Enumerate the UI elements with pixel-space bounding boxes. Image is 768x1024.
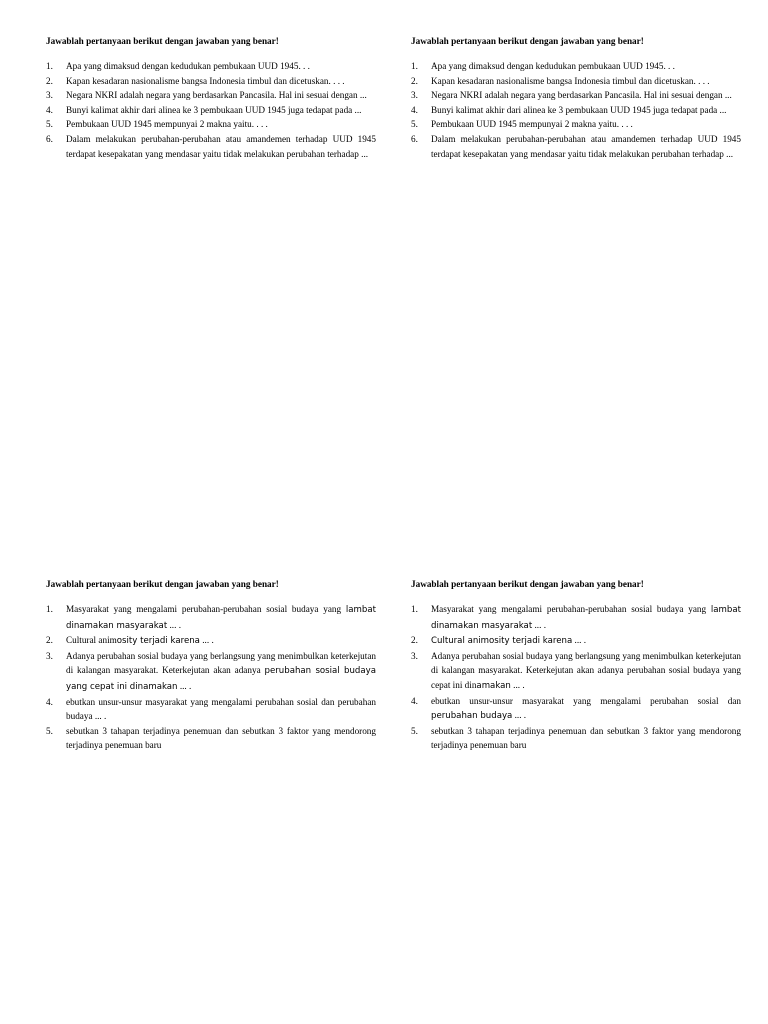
- handwritten-style-segment: lambat dinamakan masyarakat: [431, 605, 741, 631]
- question-text-segment: ... .: [532, 619, 546, 630]
- question-item: [46, 103, 376, 118]
- question-number: 4.: [411, 104, 418, 115]
- question-number: 1.: [46, 61, 53, 71]
- question-number: 2.: [411, 635, 418, 646]
- question-item: [46, 74, 376, 89]
- question-text: [431, 604, 741, 630]
- question-number: 4.: [411, 695, 418, 706]
- question-number: 3.: [46, 650, 53, 661]
- question-item: [46, 59, 376, 74]
- question-text: [66, 651, 376, 691]
- question-text: [66, 134, 376, 159]
- question-text-segment: Dalam melakukan perubahan-perubahan atau amandemen terhadap UUD 1945 terdapat kesepakatan yang mendasar yaitu tidak melakukan perubahan terhadap ...: [66, 133, 376, 159]
- question-number: 2.: [46, 635, 53, 646]
- block-title: Jawablah pertanyaan berikut dengan jawaban yang benar!: [411, 36, 644, 46]
- question-block-bottom-left: [46, 578, 376, 753]
- question-text: [431, 726, 741, 751]
- question-text-segment: Masyarakat yang mengalami perubahan-perubahan sosial budaya yang: [66, 604, 346, 614]
- question-item: [411, 724, 741, 753]
- question-text: [431, 635, 586, 645]
- question-number: 3.: [411, 90, 418, 101]
- question-number: 1.: [411, 61, 418, 71]
- question-text-segment: ebutkan unsur-unsur masyarakat yang mengalami perubahan sosial dan perubahan budaya ... .: [66, 696, 376, 722]
- question-text: [431, 134, 741, 159]
- question-list: [46, 59, 376, 161]
- question-text-segment: ... .: [177, 680, 192, 691]
- question-text-segment: ebutkan unsur-unsur masyarakat yang mengalami perubahan sosial dan: [431, 695, 741, 706]
- question-item: [46, 695, 376, 724]
- question-text-segment: Bunyi kalimat akhir dari alinea ke 3 pembukaan UUD 1945 juga tedapat pada ...: [66, 104, 362, 115]
- question-text: [66, 726, 376, 751]
- question-text: [431, 119, 633, 129]
- question-text: [431, 651, 741, 690]
- question-number: 3.: [411, 650, 418, 661]
- question-item: [411, 117, 741, 132]
- question-number: 4.: [46, 696, 53, 707]
- question-item: [411, 602, 741, 633]
- question-text-segment: Adanya perubahan sosial budaya yang berlangsung yang menimbulkan keterkejutan di kalangan masyarakat. Keterkejutan akan adanya: [66, 650, 376, 676]
- question-text-segment: Apa yang dimaksud dengan kedudukan pembukaan UUD 1945. . .: [66, 61, 310, 71]
- question-text-segment: Apa yang dimaksud dengan kedudukan pembukaan UUD 1945. . .: [431, 61, 675, 71]
- handwritten-style-segment: amakan: [476, 680, 511, 691]
- question-text-segment: Kapan kesadaran nasionalisme bangsa Indonesia timbul dan dicetuskan. . . .: [431, 75, 710, 86]
- question-number: 2.: [411, 75, 418, 86]
- question-item: [46, 724, 376, 753]
- question-text-segment: ... .: [167, 619, 181, 630]
- question-item: [411, 633, 741, 649]
- question-text-segment: Negara NKRI adalah negara yang berdasarkan Pancasila. Hal ini sesuai dengan ...: [66, 90, 367, 101]
- question-text: [431, 105, 726, 115]
- question-text-segment: Masyarakat yang mengalami perubahan-perubahan sosial budaya yang: [431, 604, 711, 614]
- question-text: [431, 90, 732, 100]
- question-item: [411, 649, 741, 694]
- question-text-segment: Bunyi kalimat akhir dari alinea ke 3 pembukaan UUD 1945 juga tedapat pada ...: [431, 104, 727, 115]
- question-text-segment: Pembukaan UUD 1945 mempunyai 2 makna yaitu. . . .: [431, 119, 633, 130]
- question-text-segment: Adanya perubahan sosial budaya yang berlangsung yang menimbulkan keterkejutan di kalangan masyarakat. Keterkejutan akan adanya perubahan sosial budaya yang cepat ini din: [431, 650, 741, 690]
- question-text-segment: Pembukaan UUD 1945 mempunyai 2 makna yaitu. . . .: [66, 119, 268, 130]
- question-text: [66, 90, 367, 100]
- question-text: [66, 119, 268, 129]
- question-text: [66, 61, 310, 71]
- block-title: Jawablah pertanyaan berikut dengan jawaban yang benar!: [411, 579, 644, 589]
- question-item: [411, 103, 741, 118]
- handwritten-style-segment: osity terjadi karena: [116, 636, 200, 647]
- question-item: [411, 132, 741, 161]
- question-item: [46, 117, 376, 132]
- handwritten-style-segment: perubahan sosial budaya yang cepat ini dinamakan: [66, 666, 376, 692]
- question-number: 5.: [411, 119, 418, 130]
- question-text-segment: sebutkan 3 tahapan terjadinya penemuan dan sebutkan 3 faktor yang mendorong terjadinya penemuan baru: [66, 725, 376, 751]
- question-number: 5.: [411, 725, 418, 736]
- question-text: [66, 697, 376, 722]
- question-item: [46, 649, 376, 695]
- question-number: 1.: [411, 604, 418, 614]
- question-number: 4.: [46, 104, 53, 115]
- question-text-segment: sebutkan 3 tahapan terjadinya penemuan dan sebutkan 3 faktor yang mendorong terjadinya penemuan baru: [431, 725, 741, 751]
- question-text-segment: ... .: [572, 635, 586, 646]
- block-title: Jawablah pertanyaan berikut dengan jawaban yang benar!: [46, 579, 279, 589]
- question-text: [66, 76, 345, 86]
- handwritten-style-segment: Cultural animosity terjadi karena: [431, 636, 573, 647]
- question-number: 3.: [46, 90, 53, 101]
- question-number: 6.: [411, 133, 418, 144]
- question-text-segment: Kapan kesadaran nasionalisme bangsa Indonesia timbul dan dicetuskan. . . .: [66, 75, 345, 86]
- question-text-segment: ... .: [510, 679, 525, 690]
- question-block-top-right: [411, 35, 741, 161]
- question-number: 5.: [46, 119, 53, 130]
- question-item: [411, 59, 741, 74]
- question-item: [411, 694, 741, 724]
- question-number: 5.: [46, 725, 53, 736]
- question-item: [46, 88, 376, 103]
- question-item: [411, 88, 741, 103]
- question-text-segment: Negara NKRI adalah negara yang berdasarkan Pancasila. Hal ini sesuai dengan ...: [431, 90, 732, 101]
- question-number: 2.: [46, 75, 53, 86]
- question-item: [46, 633, 376, 649]
- question-item: [46, 132, 376, 161]
- question-text-segment: ... .: [512, 710, 527, 721]
- question-block-bottom-right: [411, 578, 741, 753]
- question-list: [411, 59, 741, 161]
- question-text: [431, 76, 710, 86]
- question-text: [431, 696, 741, 721]
- handwritten-style-segment: perubahan budaya: [431, 711, 513, 722]
- handwritten-style-segment: lambat dinamakan masyarakat: [66, 605, 376, 631]
- question-text-segment: Dalam melakukan perubahan-perubahan atau amandemen terhadap UUD 1945 terdapat kesepakatan yang mendasar yaitu tidak melakukan perubahan terhadap ...: [431, 133, 741, 159]
- question-item: [411, 74, 741, 89]
- question-text-segment: Cultural anim: [66, 635, 117, 646]
- block-title: Jawablah pertanyaan berikut dengan jawaban yang benar!: [46, 36, 279, 46]
- question-number: 6.: [46, 133, 53, 144]
- question-text: [66, 604, 376, 630]
- question-item: [46, 602, 376, 633]
- question-list: [46, 602, 376, 753]
- question-block-top-left: [46, 35, 376, 161]
- question-list: [411, 602, 741, 753]
- question-text: [66, 105, 361, 115]
- question-text: [66, 635, 214, 645]
- question-text: [431, 61, 675, 71]
- question-text-segment: ... .: [199, 635, 214, 646]
- question-number: 1.: [46, 604, 53, 614]
